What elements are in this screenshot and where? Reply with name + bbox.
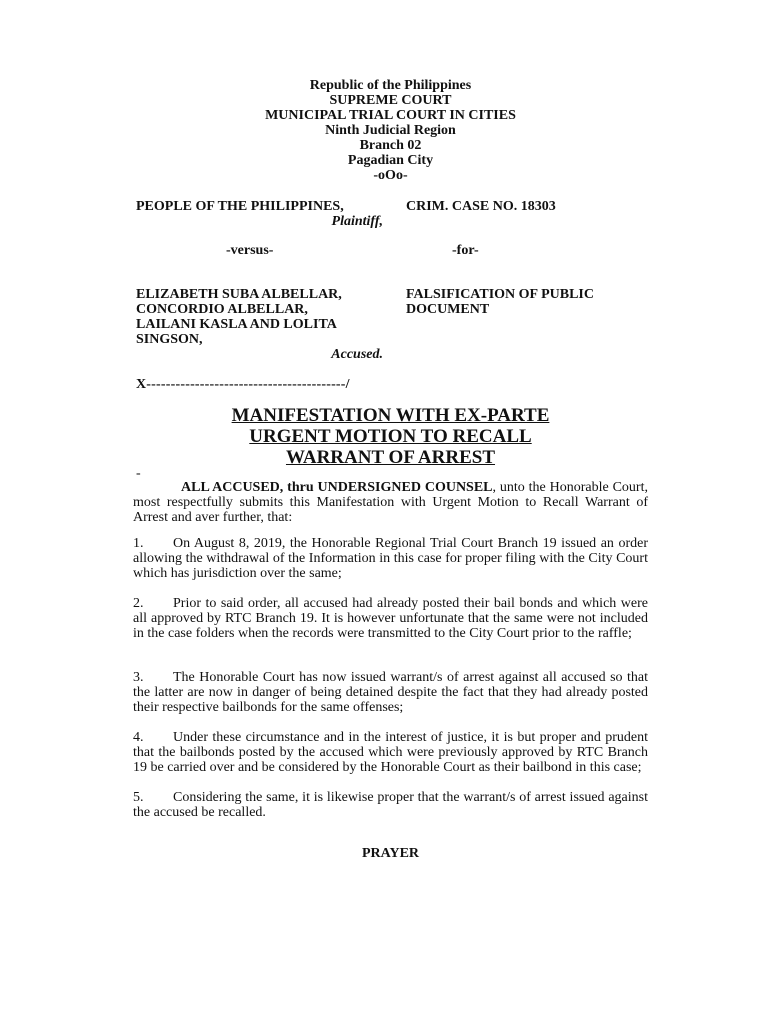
intro-paragraph — [133, 480, 648, 525]
accused-name: ELIZABETH SUBA ALBELLAR, — [136, 287, 342, 302]
paragraph-number: 1. — [133, 536, 144, 551]
offense-line: FALSIFICATION OF PUBLIC — [406, 287, 594, 302]
case-number: CRIM. CASE NO. 18303 — [406, 199, 556, 214]
numbered-paragraph — [133, 670, 648, 715]
paragraph-number: 4. — [133, 730, 144, 745]
title-line: URGENT MOTION TO RECALL — [249, 426, 532, 447]
numbered-paragraph — [133, 730, 648, 775]
header-line: Pagadian City — [347, 153, 434, 168]
numbered-paragraph — [133, 596, 648, 641]
paragraph-number: 5. — [133, 790, 144, 805]
plaintiff-label: Plaintiff, — [331, 214, 383, 229]
offense-line: DOCUMENT — [406, 302, 490, 317]
paragraph-text: The Honorable Court has now issued warrant/s of arrest against all accused so that the latter are now in danger of being detained despite the fact that they had already posted their respective bailbonds for the same offenses; — [133, 670, 648, 715]
paragraph-number: 2. — [133, 596, 144, 611]
header-line: SUPREME COURT — [329, 93, 452, 108]
numbered-paragraph — [133, 790, 648, 820]
court-header — [133, 78, 648, 183]
intro-bold: ALL ACCUSED, thru UNDERSIGNED COUNSEL — [181, 480, 493, 495]
title-line: WARRANT OF ARREST — [285, 447, 496, 468]
paragraph-number: 3. — [133, 670, 144, 685]
plaintiff-block — [136, 199, 386, 229]
document-title — [133, 405, 648, 468]
paragraph-text: Under these circumstance and in the interest of justice, it is but proper and prudent that the bailbonds posted by the accused which were previously approved by RTC Branch 19 be carried over and be considered by the Honorable Court as their bailbond in this case; — [133, 730, 648, 775]
accused-label: Accused. — [331, 347, 383, 362]
caption-separator: X-----------------------------------------/ — [136, 377, 350, 392]
accused-name: LAILANI KASLA AND LOLITA — [136, 317, 337, 332]
header-line: -oOo- — [373, 168, 408, 183]
title-line: MANIFESTATION WITH EX-PARTE — [231, 405, 550, 426]
accused-name: CONCORDIO ALBELLAR, — [136, 302, 308, 317]
header-line: Republic of the Philippines — [309, 78, 472, 93]
paragraph-text: On August 8, 2019, the Honorable Regional Trial Court Branch 19 issued an order allowing the withdrawal of the Information in this case for proper filing with the City Court which has jurisdiction over the same; — [133, 536, 648, 581]
offense-block — [406, 287, 594, 317]
accused-block — [136, 287, 386, 362]
paragraph-text: Considering the same, it is likewise proper that the warrant/s of arrest issued against the accused be recalled. — [133, 790, 648, 820]
plaintiff-name: PEOPLE OF THE PHILIPPINES, — [136, 199, 344, 214]
header-line: Ninth Judicial Region — [325, 123, 456, 138]
intro-text: , unto the Honorable Court, most respectfully submits this Manifestation with Urgent Motion to Recall Warrant of Arrest and aver further, that: — [133, 480, 648, 525]
versus-label: -versus- — [226, 243, 274, 258]
accused-name: SINGSON, — [136, 332, 203, 347]
stray-dash: - — [136, 466, 141, 481]
for-label: -for- — [452, 243, 479, 258]
header-line: MUNICIPAL TRIAL COURT IN CITIES — [265, 108, 516, 123]
header-line: Branch 02 — [359, 138, 422, 153]
numbered-paragraph — [133, 536, 648, 581]
paragraph-text: Prior to said order, all accused had already posted their bail bonds and which were all approved by RTC Branch 19. It is however unfortunate that the same were not included in the case folders when the records were transmitted to the City Court prior to the raffle; — [133, 596, 648, 641]
prayer-heading: PRAYER — [361, 846, 420, 861]
